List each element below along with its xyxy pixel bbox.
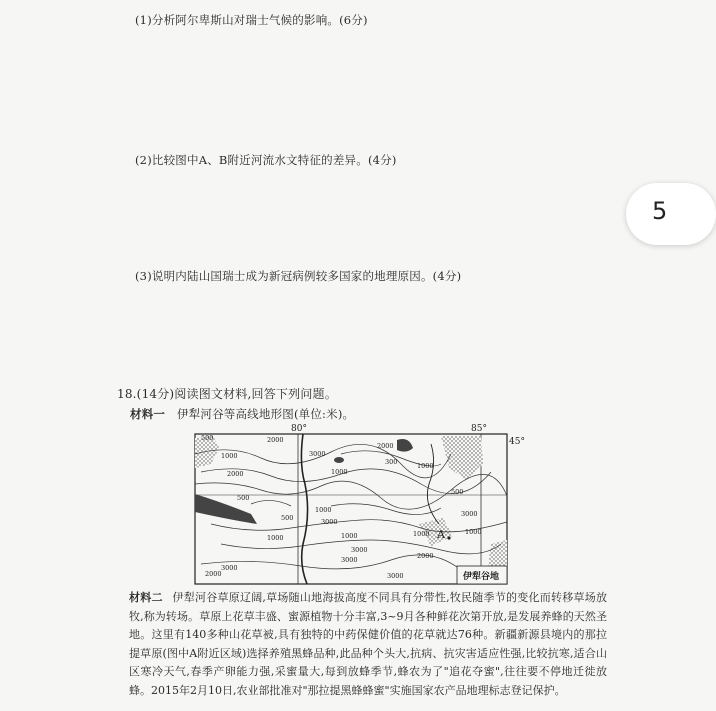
question-1: (1)分析阿尔卑斯山对瑞士气候的影响。(6分): [135, 13, 368, 27]
contour-label: 3000: [461, 510, 478, 518]
point-a-label: A: [437, 528, 445, 541]
lon-80-label: 80°: [291, 424, 307, 434]
contour-label: 300: [385, 458, 398, 466]
page-number: 5: [652, 197, 668, 225]
contour-label: 3000: [341, 556, 358, 564]
material-2: [129, 589, 607, 701]
contour-label: 2000: [227, 470, 244, 478]
contour-label: 1000: [465, 528, 482, 536]
material-2-label: 材料二: [129, 591, 163, 604]
question-18-heading: 18.(14分)阅读图文材料,回答下列问题。: [117, 387, 337, 401]
material-1: [130, 406, 354, 422]
contour-label: 3000: [221, 564, 238, 572]
contour-label: 3000: [321, 518, 338, 526]
contour-label: 2000: [267, 436, 284, 444]
glacier-area: [334, 457, 344, 463]
contour-label: 2000: [417, 552, 434, 560]
material-1-label: 材料一: [130, 407, 166, 421]
contour-label: 3000: [387, 572, 404, 580]
legend-label: 伊犁谷地: [463, 572, 500, 582]
contour-label: 2000: [377, 442, 394, 450]
contour-label: 500: [281, 514, 294, 522]
contour-label: 2000: [205, 570, 222, 578]
material-2-text: 伊犁河谷草原辽阔,草场随山地海拔高度不同具有分带性,牧民随季节的变化而转移草场放牧,称为转场。草原上花草丰盛、蜜源植物十分丰富,3~9月各种鲜花次第开放,是发展养蜂的天然圣地。这里有140多种山花草被,具有独特的中药保健价值的花草就达76种。新疆新源县境内的那拉提草原(图中A附近区域)选择养殖黑蜂品种,此品种个头大,抗病、抗灾害适应性强,比较抗寒,适合山区寒冷天气,春季产卵能力强,采蜜量大,每到放蜂季节,蜂农为了"追花夺蜜",往往要不停地迁徙放蜂。2015年2月10日,农业部批准对"那拉提黑蜂蜂蜜"实施国家农产品地理标志登记保护。: [129, 591, 607, 697]
material-1-text: 伊犁河谷等高线地形图(单位:米)。: [176, 407, 355, 421]
contour-label: 3000: [309, 450, 326, 458]
point-a-marker: [447, 536, 450, 539]
contour-label: 500: [451, 488, 464, 496]
contour-map: [191, 424, 525, 586]
contour-label: 1000: [221, 452, 238, 460]
contour-label: 1000: [417, 462, 434, 470]
page-number-tab[interactable]: [626, 183, 716, 245]
question-3: (3)说明内陆山国瑞士成为新冠病例较多国家的地理原因。(4分): [135, 269, 462, 283]
contour-label: 1000: [315, 506, 332, 514]
contour-label: 1000: [341, 532, 358, 540]
lon-85-label: 85°: [471, 424, 487, 434]
contour-label: 1000: [413, 530, 430, 538]
contour-label: 1000: [267, 534, 284, 542]
contour-label: 500: [237, 494, 250, 502]
contour-label: 500: [201, 434, 214, 442]
contour-label: 3000: [351, 546, 368, 554]
contour-label: 1000: [331, 468, 348, 476]
lat-45-label: 45°: [509, 437, 525, 447]
question-2: (2)比较图中A、B附近河流水文特征的差异。(4分): [135, 153, 397, 167]
